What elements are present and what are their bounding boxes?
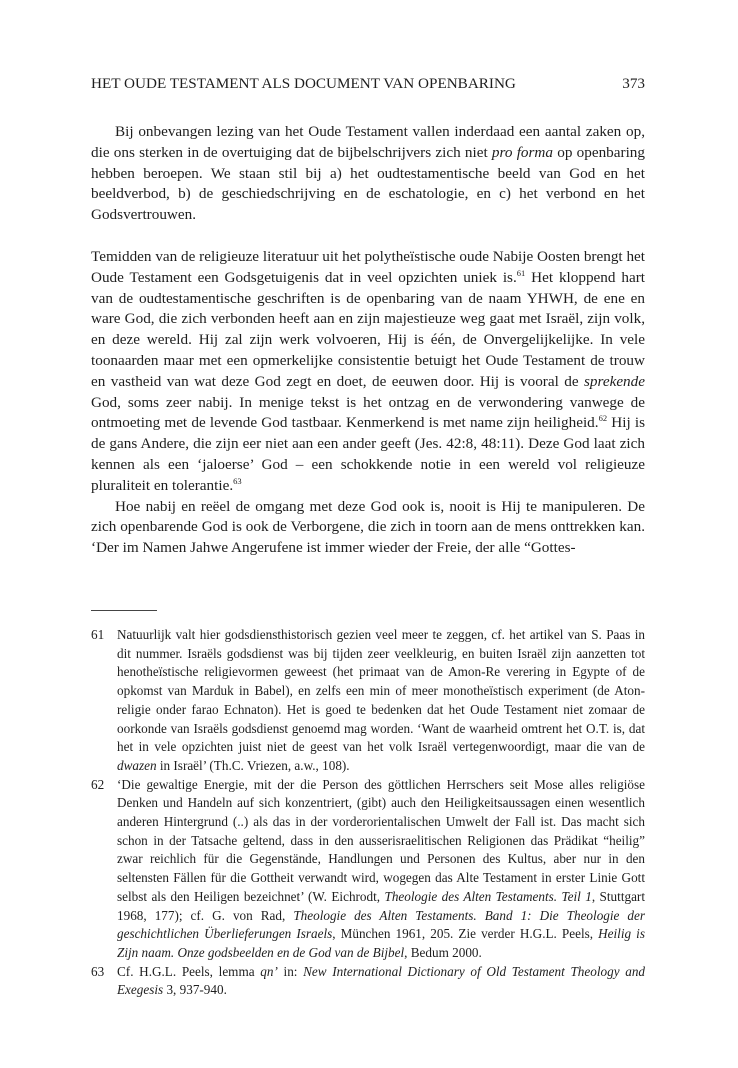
footnote-ref-61[interactable]: 61 (516, 267, 526, 278)
italic-run: Theologie des Alten Testaments. Band 1: Die Theologie der geschichtlichen Überlieferungen Israels (117, 907, 645, 942)
text-run: in Israël’ (Th.C. Vriezen, a.w., 108). (156, 757, 350, 773)
main-text (91, 122, 645, 559)
text-run: Hoe nabij en reëel de omgang met deze God ook is, nooit is Hij te manipuleren. De zich openbarende God is ook de Verborgene, die zich in toorn aan de mens onttrekken kan. ‘Der im Namen Jahwe Angerufene ist immer wieder der Freie, der alle “Gottes- (91, 497, 645, 557)
running-title: HET OUDE TESTAMENT ALS DOCUMENT VAN OPENBARING (91, 75, 516, 92)
text-run: , Bedum 2000. (404, 944, 482, 960)
italic-run: New International Dictionary of Old Testament Theology and Exegesis (117, 963, 646, 998)
footnote-number: 62 (91, 776, 105, 792)
italic-run: Theologie des Alten Testaments. Teil 1 (384, 888, 592, 904)
text-run: op openbaring hebben beroepen. We staan stil bij a) het oudtestamentische beeld van God en het beeldverbod, b) de geschiedschrijving en de eschatologie, en c) het verbond en het Godsvertrouwen. (91, 143, 645, 224)
text-run: Temidden van de religieuze literatuur uit het polytheïstische oude Nabije Oosten brengt het Oude Testament een Godsgetuigenis dat in veel opzichten uniek is. (91, 247, 645, 286)
paragraph-3 (91, 497, 645, 559)
italic-run: Heilig is Zijn naam. Onze godsbeelden en de God van de Bijbel (117, 926, 645, 960)
footnote-separator (91, 610, 157, 611)
footnote-ref-63[interactable]: 63 (233, 475, 242, 486)
text-run: , München 1961, 205. Zie verder H.G.L. Peels, (332, 926, 599, 942)
text-run: Cf. H.G.L. Peels, lemma (117, 963, 261, 979)
text-run: Natuurlijk valt hier godsdiensthistorisch gezien veel meer te zeggen, cf. het artikel van S. Paas in dit nummer. Israëls godsdienst was bij tijden zeer veelkleurig, en buiten Israël zijn aanzetten tot henotheïstische religievormen geweest (het primaat van de Amon-Re verering in Egypte of de opkomst van Marduk in Babel), en zelfs een min of meer monotheïstisch experiment (de Aton-religie onder farao Echnaton). Het is goed te bedenken dat het Oude Testament niet zomaar de oorkonde van Israëls godsdienst genoemd mag worden. ‘Want de waarheid omtrent het O.T. is, dat het in vele opzichten juist niet de geest van het volk Israël vertegenwoordigt, maar die van de (117, 627, 645, 755)
text-run: God, soms zeer nabij. In menige tekst is het ontzag en de verwondering vanwege de ontmoeting met de levende God tastbaar. Kenmerkend is met name zijn heiligheid. (91, 393, 645, 432)
page-number: 373 (622, 75, 645, 92)
italic-run: sprekende (583, 372, 645, 390)
footnote-62 (91, 776, 645, 963)
running-header (91, 75, 645, 97)
text-run: 3, 937-940. (163, 982, 227, 998)
footnote-ref-62[interactable]: 62 (598, 413, 608, 424)
italic-run: pro forma (491, 143, 553, 161)
footnote-63 (91, 963, 645, 1000)
italic-run: dwazen (117, 757, 157, 773)
text-run: , Stuttgart 1968, 177); cf. G. von Rad, (117, 888, 645, 923)
footnotes (91, 626, 645, 1000)
text-run: Hij is de gans Andere, die zijn eer niet aan een ander geeft (Jes. 42:8, 48:11). Deze God laat zich kennen als een ‘jaloerse’ God – een schokkende notie in een wereld vol religieuze pluraliteit en tolerantie. (91, 414, 645, 494)
paragraph-2 (91, 247, 645, 497)
footnote-number: 61 (91, 627, 105, 642)
footnote-61 (91, 626, 645, 776)
text-run: ‘Die gewaltige Energie, mit der die Person des göttlichen Herrschers seit Mose alles religiöse Denken und Handeln auf sich konzentriert, (gibt) auch den Heiligkeitsaussagen einen wesentlich anderen Hintergrund (..) als das in der vorderorientalischen Umwelt der Fall ist. Das macht sich schon in der Tatsache geltend, dass in den ausserisraelitischen Religionen das Prädikat “heilig” zwar reichlich für die Gegenstände, Handlungen und Personen des Kultus, aber nur in den seltensten Fällen für die Gottheit verwandt wird, wogegen das Alte Testament in erster Linie Gott selbst als den Heiligen bezeichnet’ (W. Eichrodt, (117, 776, 645, 904)
paragraph-1 (91, 122, 645, 226)
text-run: Het kloppend hart van de oudtestamentische geschriften is de openbaring van de naam YHWH, de ene en ware God, die zich verbonden heeft aan en zijn majestieuze weg gaat met Israël, zijn volk, en deze wereld. Hij zal zijn werk volvoeren, Hij is één, de Onvergelijkelijke. In vele toonaarden maar met een opmerkelijke consistentie betuigt het Oude Testament de trouw en vastheid van wat deze God zegt en doet, de eeuwen door. Hij is vooral de (91, 268, 645, 390)
italic-run: qn’ (260, 963, 278, 979)
text-run: in: (277, 963, 304, 979)
footnote-number: 63 (91, 963, 105, 979)
text-run: Bij onbevangen lezing van het Oude Testament vallen inderdaad een aantal zaken op, die ons sterken in de overtuiging dat de bijbelschrijvers zich niet (91, 123, 645, 161)
